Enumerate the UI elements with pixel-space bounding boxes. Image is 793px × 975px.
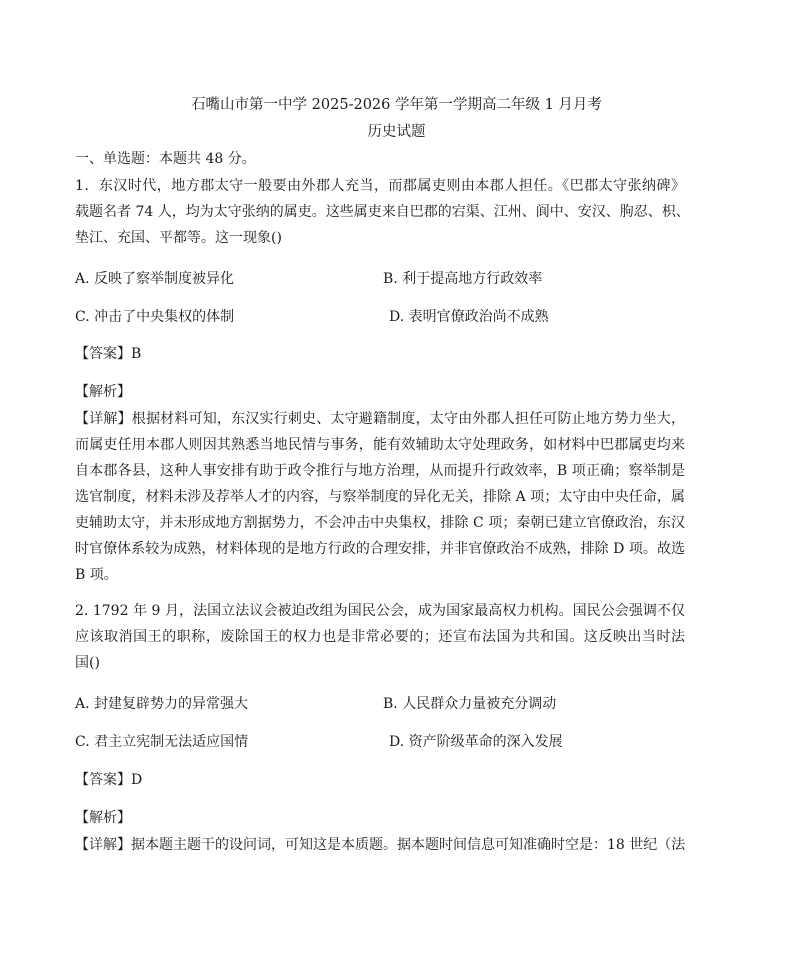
question-2-stem-line: 国() bbox=[75, 655, 100, 671]
question-2-detail bbox=[75, 832, 685, 858]
question-1-detail-line: 【详解】根据材料可知，东汉实行刺史、太守避籍制度，太守由外郡人担任可防止地方势力坐大， bbox=[75, 411, 685, 427]
exam-title: 石嘴山市第一中学 2025-2026 学年第一学期高二年级 1 月月考 bbox=[191, 97, 602, 113]
question-1-option-d: D. 表明官僚政治尚不成熟 bbox=[389, 309, 549, 325]
question-2-option-a: A. 封建复辟势力的异常强大 bbox=[75, 696, 249, 712]
question-1-option-b: B. 利于提高地方行政效率 bbox=[383, 271, 543, 287]
exam-subtitle: 历史试题 bbox=[367, 124, 426, 140]
question-1-detail-line: 自本郡各县，这种人事安排有助于政令推行与地方治理，从而提升行政效率，B 项正确；察举制是 bbox=[75, 463, 685, 479]
question-1-option-a: A. 反映了察举制度被异化 bbox=[75, 271, 235, 287]
question-1-detail-line: B 项。 bbox=[75, 567, 118, 583]
question-2-answer: 【答案】D bbox=[75, 772, 143, 788]
question-1-answer: 【答案】B bbox=[75, 346, 142, 362]
question-1-stem-line: 垫江、充国、平都等。这一现象() bbox=[75, 230, 282, 246]
question-1-analysis-label: 【解析】 bbox=[75, 384, 131, 400]
question-1-option-c: C. 冲击了中央集权的体制 bbox=[75, 309, 235, 325]
question-2-option-b: B. 人民群众力量被充分调动 bbox=[383, 696, 557, 712]
question-2-stem-line: 应该取消国王的职称，废除国王的权力也是非常必要的；还宣布法国为共和国。这反映出当时法 bbox=[75, 629, 685, 645]
question-2-detail-line: 【详解】据本题主题干的设问词，可知这是本质题。据本题时间信息可知准确时空是：18 世纪（法 bbox=[75, 837, 686, 853]
question-1-stem-line: 载题名者 74 人，均为太守张纳的属吏。这些属吏来自巴郡的宕渠、江州、阆中、安汉、朐忍、枳、 bbox=[75, 204, 690, 220]
question-1-detail bbox=[75, 406, 685, 588]
question-1-detail-line: 选官制度，材料未涉及荐举人才的内容，与察举制度的异化无关，排除 A 项；太守由中央任命，属 bbox=[75, 489, 685, 505]
section-heading: 一、单选题：本题共 48 分。 bbox=[75, 151, 256, 167]
question-1-detail-line: 时官僚体系较为成熟，材料体现的是地方行政的合理安排，并非官僚政治不成熟，排除 D 项。故选 bbox=[75, 541, 685, 557]
question-2-stem bbox=[75, 598, 685, 676]
question-2-analysis-label: 【解析】 bbox=[75, 810, 131, 826]
question-1-stem-line: 1．东汉时代，地方郡太守一般要由外郡人充当，而郡属吏则由本郡人担任。《巴郡太守张纳碑》 bbox=[75, 178, 685, 194]
question-2-option-d: D. 资产阶级革命的深入发展 bbox=[389, 734, 563, 750]
question-1-detail-line: 而属吏任用本郡人则因其熟悉当地民情与事务，能有效辅助太守处理政务，如材料中巴郡属吏均来 bbox=[75, 437, 685, 453]
question-1-stem bbox=[75, 173, 690, 251]
question-2-option-c: C. 君主立宪制无法适应国情 bbox=[75, 734, 249, 750]
question-1-detail-line: 吏辅助太守，并未形成地方割据势力，不会冲击中央集权，排除 C 项；秦朝已建立官僚政治，东汉 bbox=[75, 515, 685, 531]
question-2-stem-line: 2. 1792 年 9 月，法国立法议会被迫改组为国民公会，成为国家最高权力机构。国民公会强调不仅 bbox=[75, 603, 685, 619]
